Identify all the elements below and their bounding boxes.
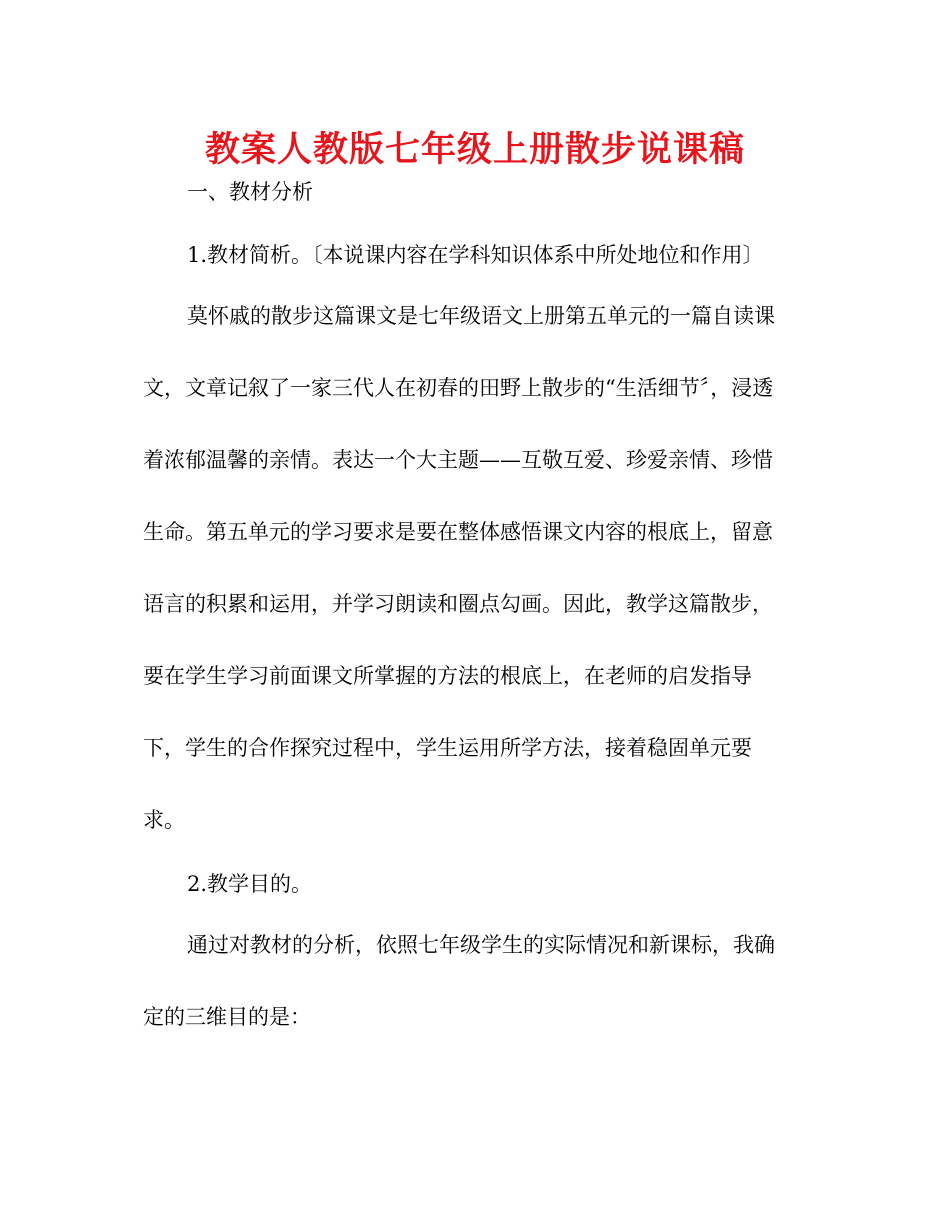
paragraph1-line: 语言的积累和运用，并学习朗读和圈点勾画。因此，教学这篇散步，	[143, 592, 773, 616]
paragraph1-line: 下，学生的合作探究过程中，学生运用所学方法，接着稳固单元要	[143, 736, 752, 760]
item2-heading: 2.教学目的。	[187, 872, 313, 896]
paragraph1-line: 着浓郁温馨的亲情。表达一个大主题——互敬互爱、珍爱亲情、珍惜	[143, 448, 773, 472]
document-title: 教案人教版七年级上册散步说课稿	[204, 130, 745, 170]
paragraph2-line: 定的三维目的是：	[143, 1005, 311, 1029]
paragraph1-line: 文，文章记叙了一家三代人在初春的田野上散步的“生活细节〞，浸透	[143, 376, 774, 400]
paragraph1-line: 莫怀戚的散步这篇课文是七年级语文上册第五单元的一篇自读课	[187, 304, 775, 328]
paragraph2-line: 通过对教材的分析，依照七年级学生的实际情况和新课标，我确	[187, 933, 775, 957]
paragraph1-line: 求。	[143, 808, 185, 832]
paragraph1-line: 生命。第五单元的学习要求是要在整体感悟课文内容的根底上，留意	[143, 520, 773, 544]
item1-heading: 1.教材简析。〔本说课内容在学科知识体系中所处地位和作用〕	[187, 243, 764, 267]
paragraph1-line: 要在学生学习前面课文所掌握的方法的根底上，在老师的启发指导	[143, 664, 752, 688]
section-heading: 一、教材分析	[187, 180, 313, 204]
